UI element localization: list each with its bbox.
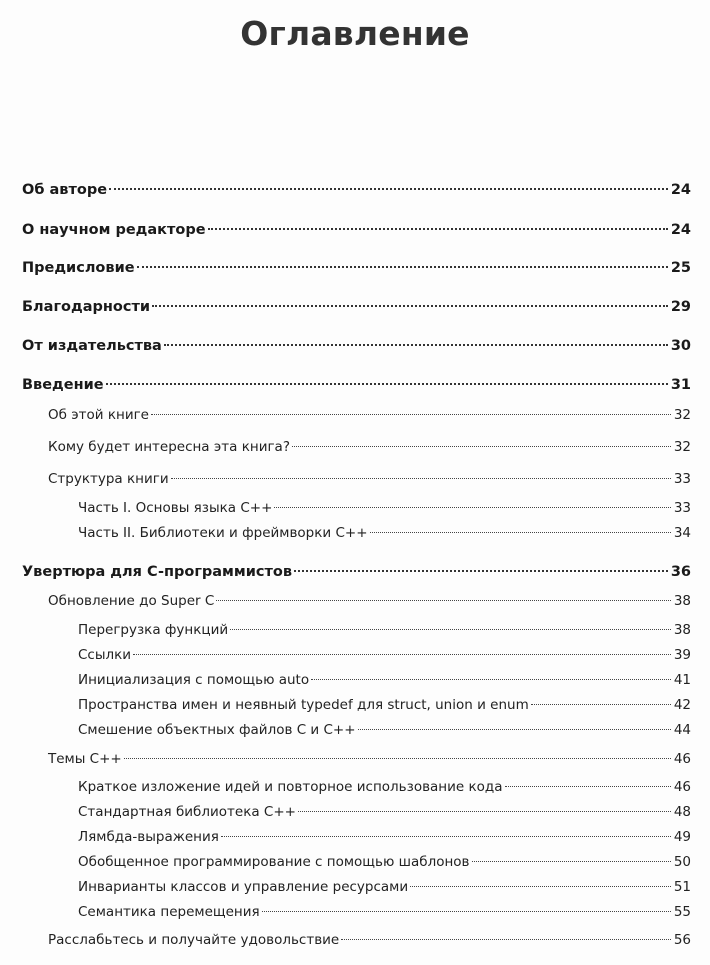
toc-entry-label: Предисловие: [22, 260, 135, 276]
toc-entry-page: 55: [673, 904, 691, 920]
toc-entry-label: Обобщенное программирование с помощью шаблонов: [78, 854, 470, 870]
toc-entry[interactable]: [78, 697, 691, 713]
dot-leader: [106, 383, 668, 385]
dot-leader: [262, 911, 671, 912]
toc-entry[interactable]: [22, 260, 691, 276]
toc-entry-label: Благодарности: [22, 299, 151, 315]
toc-entry-page: 31: [670, 377, 691, 393]
toc-entry-page: 56: [673, 932, 691, 948]
dot-leader: [505, 786, 671, 787]
dot-leader: [531, 704, 671, 705]
toc-entry[interactable]: [78, 879, 691, 895]
dot-leader: [274, 507, 670, 508]
toc-entry-label: Часть II. Библиотеки и фреймворки C++: [78, 525, 368, 541]
toc-entry-label: Ссылки: [78, 647, 132, 663]
toc-entry[interactable]: [22, 338, 691, 354]
toc-entry[interactable]: [48, 593, 691, 609]
dot-leader: [124, 758, 671, 759]
toc-entry-page: 33: [673, 500, 691, 516]
toc-entry-label: Введение: [22, 377, 104, 393]
toc-entry-label: Стандартная библиотека C++: [78, 804, 296, 820]
toc-entry-page: 50: [673, 854, 691, 870]
dot-leader: [298, 811, 671, 812]
toc-entry[interactable]: [78, 525, 691, 541]
dot-leader: [137, 266, 668, 268]
dot-leader: [370, 532, 671, 533]
dot-leader: [152, 305, 668, 307]
toc-entry[interactable]: [48, 439, 691, 455]
dot-leader: [216, 600, 671, 601]
toc-entry-page: 44: [673, 722, 691, 738]
dot-leader: [294, 570, 668, 572]
toc-entry[interactable]: [48, 471, 691, 487]
toc-entry-page: 38: [673, 593, 691, 609]
dot-leader: [208, 228, 668, 230]
toc-entry[interactable]: [22, 182, 691, 198]
toc-entry-label: Перегрузка функций: [78, 622, 229, 638]
dot-leader: [410, 886, 671, 887]
toc-entry[interactable]: [78, 622, 691, 638]
toc-entry[interactable]: [22, 222, 691, 238]
toc-entry[interactable]: [22, 299, 691, 315]
toc-entry[interactable]: [78, 829, 691, 845]
toc-entry-page: 36: [670, 564, 691, 580]
toc-entry-page: 25: [670, 260, 691, 276]
toc-entry-page: 46: [673, 779, 691, 795]
toc-entry-page: 42: [673, 697, 691, 713]
toc-entry-label: Краткое изложение идей и повторное использование кода: [78, 779, 503, 795]
toc-entry-label: Часть I. Основы языка C++: [78, 500, 273, 516]
toc-entry[interactable]: [22, 564, 691, 580]
toc-entry-page: 29: [670, 299, 691, 315]
toc-entry-label: Об этой книге: [48, 407, 149, 423]
toc-entry-page: 34: [673, 525, 691, 541]
dot-leader: [221, 836, 671, 837]
dot-leader: [109, 188, 668, 190]
dot-leader: [151, 414, 671, 415]
toc-entry-page: 39: [673, 647, 691, 663]
toc-entry[interactable]: [48, 751, 691, 767]
toc-entry-page: 51: [673, 879, 691, 895]
toc-entry-page: 33: [673, 471, 691, 487]
toc-entry-label: Расслабьтесь и получайте удовольствие: [48, 932, 340, 948]
dot-leader: [311, 679, 671, 680]
toc-entry-label: Темы C++: [48, 751, 122, 767]
toc-entry-label: Семантика перемещения: [78, 904, 260, 920]
toc-entry[interactable]: [22, 377, 691, 393]
dot-leader: [472, 861, 671, 862]
toc-entry[interactable]: [78, 779, 691, 795]
toc-entry-label: Увертюра для C-программистов: [22, 564, 293, 580]
dot-leader: [358, 729, 671, 730]
dot-leader: [171, 478, 671, 479]
toc-entry-page: 30: [670, 338, 691, 354]
page-title: Оглавление: [240, 14, 470, 53]
toc-entry-label: Обновление до Super C: [48, 593, 215, 609]
toc-entry-page: 32: [673, 439, 691, 455]
toc-entry-page: 46: [673, 751, 691, 767]
toc-entry-page: 24: [670, 182, 691, 198]
toc-entry-label: Инварианты классов и управление ресурсами: [78, 879, 409, 895]
dot-leader: [341, 939, 671, 940]
toc-entry-page: 48: [673, 804, 691, 820]
toc-entry-label: Смешение объектных файлов C и C++: [78, 722, 356, 738]
toc-entry-label: Лямбда-выражения: [78, 829, 219, 845]
toc-entry-label: О научном редакторе: [22, 222, 206, 238]
toc-entry[interactable]: [78, 672, 691, 688]
toc-entry-label: Пространства имен и неявный typedef для struct, union и enum: [78, 697, 529, 713]
toc-entry[interactable]: [78, 804, 691, 820]
toc-entry-page: 32: [673, 407, 691, 423]
toc-entry[interactable]: [78, 500, 691, 516]
dot-leader: [164, 344, 668, 346]
toc-entry[interactable]: [48, 407, 691, 423]
toc-entry-label: Структура книги: [48, 471, 169, 487]
toc-entry[interactable]: [78, 854, 691, 870]
toc-entry[interactable]: [48, 932, 691, 948]
toc-entry-label: Об авторе: [22, 182, 108, 198]
toc-entry-page: 49: [673, 829, 691, 845]
toc-entry[interactable]: [78, 722, 691, 738]
toc-entry[interactable]: [78, 647, 691, 663]
toc-entry-page: 24: [670, 222, 691, 238]
toc-entry-page: 38: [673, 622, 691, 638]
toc-entry[interactable]: [78, 904, 691, 920]
toc-entry-label: От издательства: [22, 338, 162, 354]
toc-entry-page: 41: [673, 672, 691, 688]
toc-entry-label: Кому будет интересна эта книга?: [48, 439, 290, 455]
toc-entry-label: Инициализация с помощью auto: [78, 672, 310, 688]
dot-leader: [133, 654, 671, 655]
dot-leader: [230, 629, 671, 630]
dot-leader: [292, 446, 671, 447]
